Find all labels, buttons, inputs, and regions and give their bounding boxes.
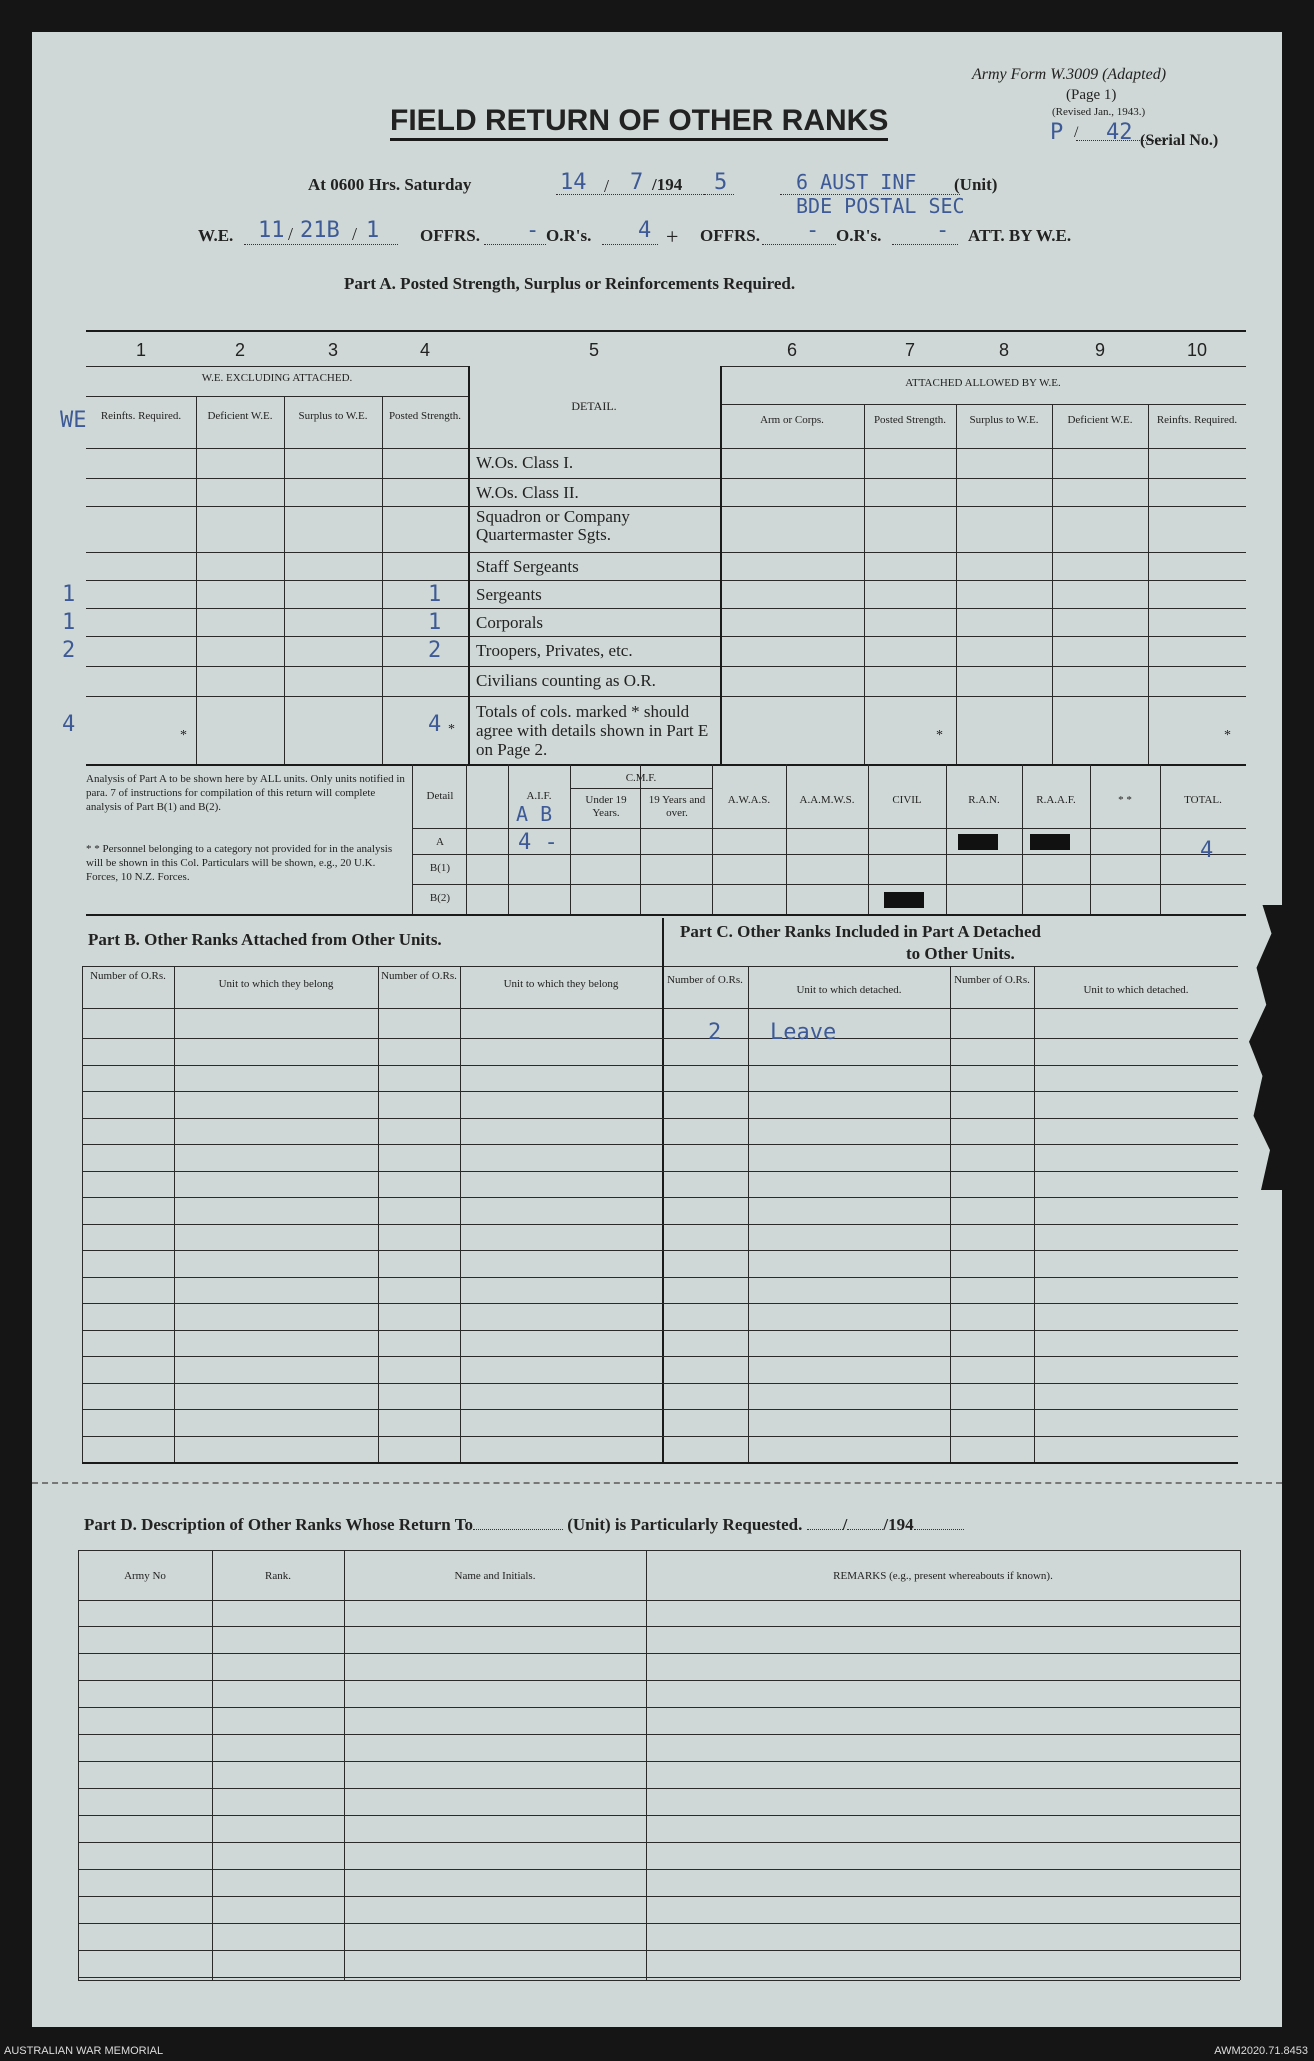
row-detail: Civilians counting as O.R. bbox=[476, 671, 656, 690]
aif-header: A.I.F. bbox=[526, 790, 552, 802]
row-detail: W.Os. Class II. bbox=[476, 483, 579, 502]
rule-line bbox=[86, 666, 1246, 667]
rule-line bbox=[82, 1091, 1238, 1092]
rule-line bbox=[82, 1224, 1238, 1225]
part-c-header: Number of O.Rs. bbox=[667, 974, 743, 986]
rule-line bbox=[86, 764, 1246, 766]
group-we-excluding: W.E. EXCLUDING ATTACHED. bbox=[201, 372, 353, 384]
a-aif-value: 4 - bbox=[518, 830, 558, 855]
part-b-title: Part B. Other Ranks Attached from Other Units. bbox=[88, 930, 442, 949]
perforation-line bbox=[32, 1482, 1282, 1484]
rule-line bbox=[86, 608, 1246, 609]
we-label: W.E. bbox=[198, 226, 234, 245]
ors-attached-label: O.R's. bbox=[836, 226, 882, 245]
aamws-header: A.A.M.W.S. bbox=[799, 794, 855, 806]
rule-line bbox=[382, 396, 383, 764]
part-b-header: Number of O.Rs. bbox=[90, 970, 166, 982]
ors-value: 4 bbox=[638, 218, 652, 243]
year-prefix: /194 bbox=[652, 175, 683, 194]
part-b-header: Number of O.Rs. bbox=[381, 970, 457, 982]
part-c-header: Unit to which detached. bbox=[1083, 984, 1189, 996]
column-header: Surplus to W.E. bbox=[298, 410, 368, 422]
rule-line bbox=[508, 764, 509, 914]
rule-line bbox=[640, 788, 641, 828]
column-number: 1 bbox=[135, 340, 146, 360]
rule-line bbox=[82, 1356, 1238, 1357]
analysis-note: Analysis of Part A to be shown here by ALL units. Only units notified in para. 7 of instructions for compilation of this return will complete analysis of Part B(1) and B(2). bbox=[86, 773, 405, 813]
rule-line bbox=[78, 1950, 1240, 1951]
column-number: 8 bbox=[998, 340, 1009, 360]
rule-line bbox=[748, 966, 749, 1462]
row-detail: Sergeants bbox=[476, 585, 542, 604]
row-detail: Staff Sergeants bbox=[476, 557, 579, 576]
rule-line bbox=[570, 788, 712, 789]
rule-line bbox=[78, 1842, 1240, 1843]
row-detail: Corporals bbox=[476, 613, 544, 632]
part-d-header: Name and Initials. bbox=[454, 1570, 536, 1582]
rule-line bbox=[86, 478, 1246, 479]
serial-label: (Serial No.) bbox=[1140, 132, 1219, 149]
offrs-attached-value: - bbox=[806, 218, 820, 243]
group-attached-allowed: ATTACHED ALLOWED BY W.E. bbox=[905, 377, 1061, 389]
rule-line bbox=[78, 1869, 1240, 1870]
ors-label: O.R's. bbox=[546, 226, 592, 245]
row-posted-value: 1 bbox=[428, 582, 442, 607]
rule-line bbox=[864, 404, 865, 764]
rule-line bbox=[570, 764, 571, 914]
rule-line bbox=[82, 1303, 1238, 1304]
rule-line bbox=[82, 1409, 1238, 1410]
column-header: DETAIL. bbox=[571, 399, 617, 413]
date-day: 14 bbox=[560, 170, 587, 195]
column-number: 2 bbox=[234, 340, 245, 360]
rule-line bbox=[466, 764, 467, 914]
totals-detail: Totals of cols. marked * should agree with details shown in Part E on Page 2. bbox=[476, 702, 709, 759]
rule-line bbox=[412, 764, 413, 914]
other-header: * * bbox=[1118, 794, 1132, 806]
rule-line bbox=[86, 330, 1246, 332]
rule-line bbox=[78, 1923, 1240, 1924]
analysis-footnote: * * Personnel belonging to a category not provided for in the analysis will be shown in this Col. Particulars will be shown, e.g., 20 U.K. Forces, 10 N.Z. Forces. bbox=[86, 843, 393, 883]
rule-line bbox=[720, 366, 1246, 367]
rule-line bbox=[1240, 1550, 1241, 1980]
form-title: FIELD RETURN OF OTHER RANKS bbox=[390, 104, 888, 141]
rule-line bbox=[86, 366, 468, 367]
rule-line bbox=[1022, 764, 1023, 914]
serial-prefix: P bbox=[1050, 120, 1064, 145]
row-reinfts-value: 2 bbox=[62, 638, 76, 663]
column-header: Deficient W.E. bbox=[1067, 414, 1133, 426]
we-value-3: 1 bbox=[366, 218, 380, 243]
column-header: Deficient W.E. bbox=[207, 410, 273, 422]
rule-line bbox=[78, 1707, 1240, 1708]
totals-star: * bbox=[448, 722, 455, 737]
we-value-1: 11 bbox=[258, 218, 285, 243]
rule-line bbox=[468, 366, 470, 764]
rule-line bbox=[82, 1065, 1238, 1066]
at-time-label: At 0600 Hrs. Saturday bbox=[308, 175, 472, 194]
rule-line bbox=[78, 1761, 1240, 1762]
rule-line bbox=[86, 552, 1246, 553]
rule-line bbox=[786, 764, 787, 914]
rule-line bbox=[1052, 404, 1053, 764]
rule-line bbox=[1034, 966, 1035, 1462]
part-c-title-line2: to Other Units. bbox=[906, 944, 1015, 963]
unit-name-line1: 6 AUST INF bbox=[796, 170, 917, 194]
rule-line bbox=[412, 884, 1246, 885]
ors-attached-value: - bbox=[936, 218, 950, 243]
rule-line bbox=[78, 1896, 1240, 1897]
row-detail: Troopers, Privates, etc. bbox=[476, 641, 633, 660]
rule-line bbox=[78, 1550, 1240, 1551]
part-d-header: REMARKS (e.g., present whereabouts if known). bbox=[833, 1570, 1053, 1582]
column-number: 10 bbox=[1186, 340, 1208, 360]
aif-ab-mark: A B bbox=[516, 802, 553, 826]
rule-line bbox=[86, 580, 1246, 581]
part-a-title: Part A. Posted Strength, Surplus or Reinforcements Required. bbox=[344, 274, 796, 293]
rule-line bbox=[78, 1734, 1240, 1735]
detached-unit: Leave bbox=[770, 1020, 837, 1045]
rule-line bbox=[956, 404, 957, 764]
row-posted-value: 1 bbox=[428, 610, 442, 635]
a-total-value: 4 bbox=[1200, 838, 1214, 863]
total-header: TOTAL. bbox=[1184, 794, 1222, 806]
rule-line bbox=[82, 1277, 1238, 1278]
redaction-block bbox=[884, 892, 924, 908]
rule-line bbox=[646, 1550, 647, 1980]
column-number: 3 bbox=[327, 340, 338, 360]
year-digit: 5 bbox=[714, 170, 728, 195]
rule-line bbox=[82, 1144, 1238, 1145]
column-number: 5 bbox=[588, 340, 599, 360]
part-d-title-a: Part D. Description of Other Ranks Whose Return To bbox=[84, 1515, 473, 1534]
row-reinfts-value: 1 bbox=[62, 610, 76, 635]
rule-line bbox=[86, 448, 1246, 449]
totals-star: * bbox=[1224, 728, 1231, 743]
rule-line bbox=[86, 696, 1246, 697]
rule-line bbox=[82, 1038, 1238, 1039]
rule-line bbox=[344, 1550, 345, 1980]
part-d-title-c: /194 bbox=[883, 1515, 914, 1534]
rule-line bbox=[78, 1600, 1240, 1601]
civil-header: CIVIL bbox=[892, 794, 922, 806]
rule-line bbox=[212, 1550, 213, 1980]
column-header: Posted Strength. bbox=[388, 410, 462, 422]
form-reference bbox=[972, 66, 1166, 84]
rule-line bbox=[720, 366, 722, 764]
rule-line bbox=[662, 918, 664, 1462]
column-number: 9 bbox=[1094, 340, 1105, 360]
form-adapted-text: (Adapted) bbox=[1102, 66, 1167, 83]
serial-number: 42 bbox=[1106, 120, 1133, 145]
row-reinfts-value: 1 bbox=[62, 582, 76, 607]
row-detail: W.Os. Class I. bbox=[476, 453, 574, 472]
rule-line bbox=[868, 764, 869, 914]
column-header: Posted Strength. bbox=[873, 414, 947, 426]
rule-line bbox=[82, 966, 83, 1462]
we-value-2: 21B bbox=[300, 218, 340, 243]
column-header: Reinfts. Required. bbox=[1156, 414, 1238, 426]
rule-line bbox=[78, 1977, 1240, 1978]
column-number: 4 bbox=[419, 340, 430, 360]
rule-line bbox=[950, 966, 951, 1462]
rule-line bbox=[82, 1330, 1238, 1331]
redaction-block bbox=[1030, 834, 1070, 850]
part-c-title-line1: Part C. Other Ranks Included in Part A Detached bbox=[680, 922, 1041, 941]
analysis-detail-header: Detail bbox=[426, 790, 454, 802]
rule-line bbox=[82, 1462, 1238, 1464]
part-d-header: Rank. bbox=[265, 1570, 291, 1582]
unit-name-line2: BDE POSTAL SEC bbox=[796, 194, 965, 218]
analysis-row-label: B(1) bbox=[429, 862, 451, 874]
under-19-header: Under 19 Years. bbox=[585, 794, 627, 819]
column-number: 7 bbox=[904, 340, 915, 360]
rule-line bbox=[78, 1788, 1240, 1789]
column-header: Arm or Corps. bbox=[760, 414, 824, 426]
rule-line bbox=[82, 1008, 1238, 1009]
att-by-we-label: ATT. BY W.E. bbox=[968, 226, 1072, 245]
rule-line bbox=[82, 1436, 1238, 1437]
offrs-attached-label: OFFRS. bbox=[700, 226, 760, 245]
rule-line bbox=[82, 966, 1238, 967]
rule-line bbox=[82, 1197, 1238, 1198]
rule-line bbox=[82, 1118, 1238, 1119]
rule-line bbox=[196, 396, 197, 764]
ran-header: R.A.N. bbox=[968, 794, 1000, 806]
rule-line bbox=[82, 1250, 1238, 1251]
part-c-header: Number of O.Rs. bbox=[954, 974, 1030, 986]
rule-line bbox=[78, 1550, 79, 1980]
rule-line bbox=[86, 506, 1246, 507]
raaf-header: R.A.A.F. bbox=[1036, 794, 1076, 806]
rule-line bbox=[78, 1653, 1240, 1654]
column-header: Reinfts. Required. bbox=[100, 410, 182, 422]
form-ref-text: Army Form W.3009 bbox=[972, 66, 1099, 83]
totals-reinfts: 4 bbox=[62, 712, 76, 737]
totals-star: * bbox=[180, 728, 187, 743]
rule-line bbox=[174, 966, 175, 1462]
redaction-block bbox=[958, 834, 998, 850]
detached-number: 2 bbox=[708, 1020, 722, 1045]
rule-line bbox=[284, 396, 285, 764]
page-number: (Page 1) bbox=[1066, 87, 1117, 103]
column-number: 6 bbox=[786, 340, 797, 360]
analysis-row-label: B(2) bbox=[429, 892, 451, 904]
part-b-header: Unit to which they belong bbox=[503, 978, 619, 990]
plus-sign: + bbox=[666, 224, 679, 249]
column-header: Surplus to W.E. bbox=[969, 414, 1039, 426]
part-d-header: Army No bbox=[124, 1570, 166, 1582]
part-d-title: Part D. Description of Other Ranks Whose Return To (Unit) is Particularly Requested. / /194 bbox=[84, 1515, 964, 1535]
totals-posted: 4 bbox=[428, 712, 442, 737]
rule-line bbox=[712, 764, 713, 914]
rule-line bbox=[1148, 404, 1149, 764]
offrs-value: - bbox=[526, 218, 540, 243]
date-month: 7 bbox=[630, 170, 644, 195]
rule-line bbox=[82, 1383, 1238, 1384]
rule-line bbox=[1160, 764, 1161, 914]
rule-line bbox=[78, 1980, 1240, 1981]
rule-line bbox=[78, 1680, 1240, 1681]
rule-line bbox=[1090, 764, 1091, 914]
totals-star: * bbox=[936, 728, 943, 743]
analysis-row-label: A bbox=[436, 836, 444, 848]
part-c-header: Unit to which detached. bbox=[796, 984, 902, 996]
rule-line bbox=[78, 1815, 1240, 1816]
cmf-header: C.M.F. bbox=[625, 772, 657, 784]
part-d-title-b: (Unit) is Particularly Requested. bbox=[567, 1515, 803, 1534]
awas-header: A.W.A.S. bbox=[727, 794, 771, 806]
row-detail: Squadron or Company Quartermaster Sgts. bbox=[476, 507, 630, 544]
rule-line bbox=[720, 404, 1246, 405]
rule-line bbox=[946, 764, 947, 914]
rule-line bbox=[378, 966, 379, 1462]
offrs-label: OFFRS. bbox=[420, 226, 480, 245]
rule-line bbox=[82, 1171, 1238, 1172]
rule-line bbox=[78, 1626, 1240, 1627]
part-b-header: Unit to which they belong bbox=[218, 978, 334, 990]
rule-line bbox=[86, 636, 1246, 637]
footer-right: AWM2020.71.8453 bbox=[1214, 2045, 1308, 2057]
rule-line bbox=[86, 914, 1246, 916]
rule-line bbox=[412, 828, 1246, 829]
rule-line bbox=[86, 396, 468, 397]
revised-date: (Revised Jan., 1943.) bbox=[1052, 106, 1146, 118]
we-mark: WE bbox=[60, 408, 87, 433]
row-posted-value: 2 bbox=[428, 638, 442, 663]
unit-label: (Unit) bbox=[954, 175, 998, 194]
rule-line bbox=[460, 966, 461, 1462]
over-19-header: 19 Years and over. bbox=[648, 794, 706, 819]
rule-line bbox=[640, 764, 641, 914]
footer-left: AUSTRALIAN WAR MEMORIAL bbox=[4, 2045, 164, 2057]
